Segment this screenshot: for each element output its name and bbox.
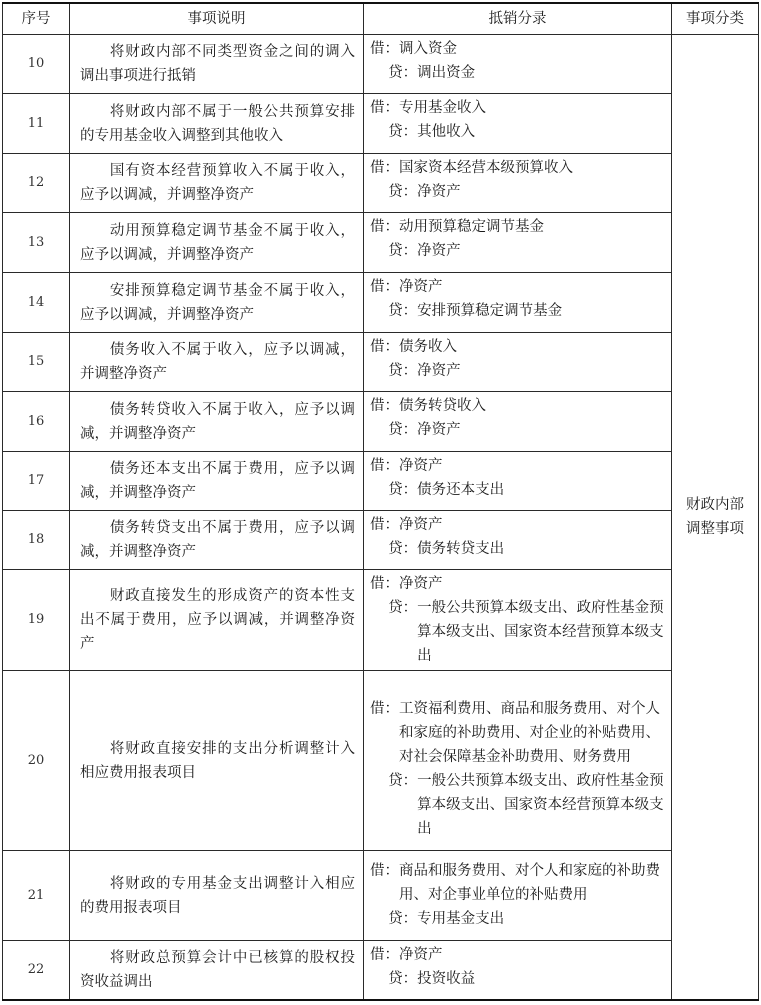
debit-label: 借： bbox=[370, 947, 399, 963]
credit-account: 债务转贷支出 bbox=[417, 541, 505, 557]
debit-line bbox=[370, 943, 665, 967]
debit-label: 借： bbox=[370, 41, 399, 57]
row-seq: 10 bbox=[3, 35, 70, 94]
row-desc bbox=[70, 671, 364, 851]
row-desc-text: 债务收入不属于收入，应予以调减，并调整净资产 bbox=[80, 342, 355, 382]
credit-line bbox=[370, 239, 665, 263]
row-seq: 14 bbox=[3, 273, 70, 333]
credit-line bbox=[370, 907, 665, 931]
row-entry bbox=[364, 154, 672, 213]
debit-account: 动用预算稳定调节基金 bbox=[399, 219, 544, 235]
row-desc-text: 债务转贷收入不属于收入，应予以调减，并调整净资产 bbox=[80, 401, 355, 442]
debit-account: 专用基金收入 bbox=[399, 100, 486, 116]
debit-account: 债务收入 bbox=[399, 339, 457, 355]
row-seq: 16 bbox=[3, 392, 70, 452]
debit-label: 借： bbox=[370, 458, 399, 474]
credit-label: 贷： bbox=[388, 541, 418, 557]
debit-label: 借： bbox=[370, 160, 399, 176]
row-seq: 20 bbox=[3, 671, 70, 851]
row-desc-text: 将财政总预算会计中已核算的股权投资收益调出 bbox=[80, 949, 355, 990]
row-entry bbox=[364, 671, 672, 851]
debit-label: 借： bbox=[370, 863, 399, 879]
debit-account: 净资产 bbox=[399, 576, 443, 592]
credit-account: 一般公共预算本级支出、政府性基金预算本级支出、国家资本经营预算本级支出 bbox=[417, 600, 664, 664]
credit-account: 投资收益 bbox=[417, 971, 476, 987]
row-desc bbox=[70, 213, 364, 273]
row-desc-text: 安排预算稳定调节基金不属于收入，应予以调减，并调整净资产 bbox=[80, 282, 355, 323]
debit-line bbox=[370, 96, 665, 120]
table-row bbox=[3, 35, 759, 94]
row-desc bbox=[70, 570, 364, 671]
debit-label: 借： bbox=[370, 398, 399, 414]
credit-line bbox=[370, 180, 665, 204]
table-row bbox=[3, 570, 759, 671]
debit-account: 债务转贷收入 bbox=[399, 398, 486, 414]
credit-account: 专用基金支出 bbox=[417, 911, 505, 927]
debit-line bbox=[370, 697, 665, 769]
table-row bbox=[3, 392, 759, 452]
row-entry bbox=[364, 511, 672, 570]
row-desc-text: 将财政内部不属于一般公共预算安排的专用基金收入调整到其他收入 bbox=[80, 103, 355, 144]
credit-line bbox=[370, 537, 665, 561]
category-text: 调整事项 bbox=[686, 520, 744, 537]
offset-entries-table bbox=[2, 2, 759, 1001]
credit-account: 其他收入 bbox=[417, 124, 476, 140]
debit-label: 借： bbox=[370, 219, 399, 235]
table-row bbox=[3, 213, 759, 273]
row-desc bbox=[70, 35, 364, 94]
row-seq: 13 bbox=[3, 213, 70, 273]
row-desc-text: 动用预算稳定调节基金不属于收入，应予以调减，并调整净资产 bbox=[80, 222, 355, 263]
row-seq: 17 bbox=[3, 452, 70, 511]
table-row bbox=[3, 273, 759, 333]
credit-account: 净资产 bbox=[417, 422, 461, 438]
debit-line bbox=[370, 37, 665, 61]
header-row bbox=[3, 3, 759, 35]
debit-line bbox=[370, 394, 665, 418]
table-row bbox=[3, 154, 759, 213]
credit-line bbox=[370, 61, 665, 85]
debit-label: 借： bbox=[370, 701, 399, 717]
debit-label: 借： bbox=[370, 576, 399, 592]
credit-label: 贷： bbox=[388, 773, 418, 789]
row-entry bbox=[364, 452, 672, 511]
credit-line bbox=[370, 359, 665, 383]
row-seq: 21 bbox=[3, 851, 70, 941]
debit-line bbox=[370, 215, 665, 239]
credit-line bbox=[370, 769, 665, 841]
row-desc bbox=[70, 333, 364, 392]
credit-label: 贷： bbox=[388, 482, 418, 498]
category-cell bbox=[672, 35, 759, 1000]
debit-account: 工资福利费用、商品和服务费用、对个人和家庭的补助费用、对企业的补贴费用、对社会保障基金补助费用、财务费用 bbox=[399, 701, 660, 765]
row-desc-text: 债务转贷支出不属于费用，应予以调减，并调整净资产 bbox=[80, 520, 355, 560]
row-entry bbox=[364, 570, 672, 671]
row-desc-text: 债务还本支出不属于费用，应予以调减，并调整净资产 bbox=[80, 461, 355, 501]
table-row bbox=[3, 511, 759, 570]
header-category: 事项分类 bbox=[672, 3, 759, 35]
credit-label: 贷： bbox=[388, 124, 418, 140]
table-row bbox=[3, 94, 759, 154]
row-entry bbox=[364, 392, 672, 452]
row-entry bbox=[364, 94, 672, 154]
credit-label: 贷： bbox=[388, 243, 418, 259]
debit-line bbox=[370, 859, 665, 907]
debit-label: 借： bbox=[370, 100, 399, 116]
debit-account: 净资产 bbox=[399, 947, 443, 963]
row-entry bbox=[364, 273, 672, 333]
row-seq: 11 bbox=[3, 94, 70, 154]
row-desc bbox=[70, 511, 364, 570]
credit-account: 安排预算稳定调节基金 bbox=[417, 303, 563, 319]
row-seq: 18 bbox=[3, 511, 70, 570]
debit-label: 借： bbox=[370, 517, 399, 533]
header-seq: 序号 bbox=[3, 3, 70, 35]
credit-account: 净资产 bbox=[417, 184, 461, 200]
row-seq: 22 bbox=[3, 941, 70, 1000]
row-desc-text: 国有资本经营预算收入不属于收入，应予以调减，并调整净资产 bbox=[80, 163, 355, 203]
row-seq: 15 bbox=[3, 333, 70, 392]
row-entry bbox=[364, 213, 672, 273]
row-entry bbox=[364, 851, 672, 941]
table-row bbox=[3, 941, 759, 1000]
debit-label: 借： bbox=[370, 279, 399, 295]
credit-label: 贷： bbox=[388, 303, 418, 319]
row-desc-text: 将财政内部不同类型资金之间的调入调出事项进行抵销 bbox=[80, 44, 355, 84]
row-desc-text: 将财政直接安排的支出分析调整计入相应费用报表项目 bbox=[80, 740, 355, 781]
debit-account: 净资产 bbox=[399, 517, 443, 533]
table-row bbox=[3, 333, 759, 392]
debit-account: 净资产 bbox=[399, 279, 443, 295]
credit-line bbox=[370, 596, 665, 668]
credit-line bbox=[370, 967, 665, 991]
category-text: 财政内部 bbox=[686, 496, 744, 513]
header-entry: 抵销分录 bbox=[364, 3, 672, 35]
credit-line bbox=[370, 418, 665, 442]
table-row bbox=[3, 851, 759, 941]
table-row bbox=[3, 671, 759, 851]
credit-label: 贷： bbox=[388, 65, 418, 81]
row-desc-text: 将财政的专用基金支出调整计入相应的费用报表项目 bbox=[80, 875, 355, 916]
debit-account: 国家资本经营本级预算收入 bbox=[399, 160, 573, 176]
header-desc: 事项说明 bbox=[70, 3, 364, 35]
row-desc bbox=[70, 94, 364, 154]
credit-label: 贷： bbox=[388, 911, 418, 927]
debit-line bbox=[370, 454, 665, 478]
debit-account: 商品和服务费用、对个人和家庭的补助费用、对企事业单位的补贴费用 bbox=[399, 863, 660, 903]
credit-account: 净资产 bbox=[417, 243, 461, 259]
row-desc bbox=[70, 392, 364, 452]
credit-account: 调出资金 bbox=[417, 65, 476, 81]
credit-label: 贷： bbox=[388, 363, 418, 379]
row-desc bbox=[70, 452, 364, 511]
credit-label: 贷： bbox=[388, 971, 418, 987]
credit-account: 一般公共预算本级支出、政府性基金预算本级支出、国家资本经营预算本级支出 bbox=[417, 773, 664, 837]
row-desc bbox=[70, 851, 364, 941]
debit-line bbox=[370, 275, 665, 299]
credit-line bbox=[370, 120, 665, 144]
debit-line bbox=[370, 572, 665, 596]
row-seq: 12 bbox=[3, 154, 70, 213]
credit-account: 债务还本支出 bbox=[417, 482, 505, 498]
debit-line bbox=[370, 513, 665, 537]
debit-account: 调入资金 bbox=[399, 41, 457, 57]
row-entry bbox=[364, 941, 672, 1000]
debit-label: 借： bbox=[370, 339, 399, 355]
credit-account: 净资产 bbox=[417, 363, 461, 379]
credit-label: 贷： bbox=[388, 422, 418, 438]
row-desc bbox=[70, 154, 364, 213]
table-row bbox=[3, 452, 759, 511]
debit-line bbox=[370, 156, 665, 180]
row-seq: 19 bbox=[3, 570, 70, 671]
row-desc-text: 财政直接发生的形成资产的资本性支出不属于费用，应予以调减，并调整净资产 bbox=[80, 588, 355, 652]
row-entry bbox=[364, 35, 672, 94]
row-entry bbox=[364, 333, 672, 392]
credit-label: 贷： bbox=[388, 600, 418, 616]
credit-label: 贷： bbox=[388, 184, 418, 200]
debit-account: 净资产 bbox=[399, 458, 443, 474]
credit-line bbox=[370, 299, 665, 323]
row-desc bbox=[70, 273, 364, 333]
credit-line bbox=[370, 478, 665, 502]
debit-line bbox=[370, 335, 665, 359]
row-desc bbox=[70, 941, 364, 1000]
